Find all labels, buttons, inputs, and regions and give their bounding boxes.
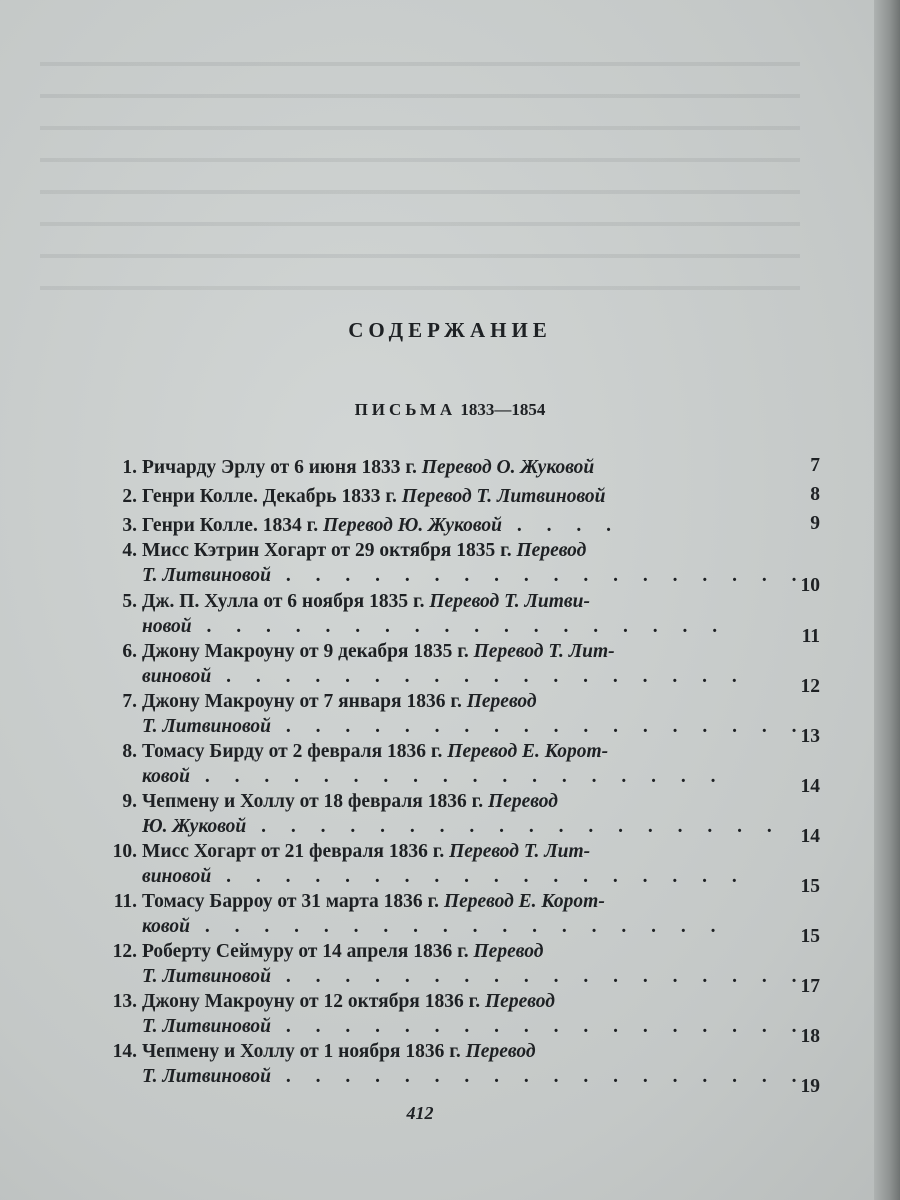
toc-entry-continuation: [0, 1014, 807, 1040]
entry-title: [142, 989, 555, 1015]
entry-addressee: Мисс Хогарт от 21 февраля 1836 г.: [142, 841, 450, 862]
toc-entry-continuation: [0, 614, 728, 640]
entry-translator-cont: Т. Литвиновой . . . . . . . . . . . . . . . . . .: [142, 565, 807, 586]
entry-number: 14.: [112, 1041, 137, 1062]
entry-number: 13.: [112, 991, 137, 1012]
entry-addressee: Дж. П. Хулла от 6 ноября 1835 г.: [142, 591, 430, 612]
entry-translator-cont: Т. Литвиновой . . . . . . . . . . . . . . . . . .: [142, 966, 807, 987]
entry-addressee: Джону Макроуну от 12 октября 1836 г.: [142, 991, 486, 1012]
toc-entry: [0, 639, 900, 665]
entry-translator-cont: ковой . . . . . . . . . . . . . . . . . .: [142, 766, 726, 787]
leader-dots: . . . . . . . . . . . . . . . . . .: [271, 716, 807, 737]
toc-entry: [0, 839, 900, 865]
leader-dots: . . . . . . . . . . . . . . . . . .: [271, 1016, 807, 1037]
entry-translator: Перевод: [465, 1041, 536, 1062]
toc-entry-continuation: [0, 1064, 807, 1090]
section-word: ПИСЬМА: [354, 400, 457, 419]
entry-translator: Перевод: [485, 991, 555, 1012]
entry-translator: Перевод: [473, 941, 544, 962]
entry-page-number: 19: [800, 1076, 820, 1097]
section-years: 1833—1854: [460, 400, 546, 419]
toc-entry-continuation: [0, 814, 782, 840]
toc-entry: [0, 939, 900, 965]
entry-addressee: Ричарду Эрлу от 6 июня 1833 г.: [142, 457, 422, 478]
entry-addressee: Генри Колле. 1834 г.: [142, 515, 323, 536]
entry-translator: Перевод О. Жуковой: [421, 457, 595, 478]
leader-dots: . . . . . . . . . . . . . . . . . .: [191, 616, 728, 637]
page-title: СОДЕРЖАНИЕ: [348, 318, 552, 342]
toc-entry: [0, 789, 900, 815]
entry-translator-cont: Т. Литвиновой . . . . . . . . . . . . . . . . . .: [142, 1016, 807, 1037]
entry-page-number: 14: [800, 826, 820, 847]
entry-page-number: 12: [800, 676, 820, 697]
entry-translator-cont: виновой . . . . . . . . . . . . . . . . . .: [142, 866, 747, 887]
entry-translator: Перевод Е. Корот-: [443, 891, 605, 912]
entry-translator-cont: виновой . . . . . . . . . . . . . . . . . .: [142, 666, 747, 687]
entry-number: 3.: [122, 515, 137, 536]
leader-dots: . . . . . . . . . . . . . . . . . .: [211, 866, 747, 887]
entry-title: [142, 538, 586, 564]
leader-dots: . . . . . . . . . . . . . . . . . .: [246, 816, 782, 837]
entry-page-number: 11: [801, 626, 820, 647]
entry-addressee: Генри Колле. Декабрь 1833 г.: [142, 486, 402, 507]
entry-page-number: 15: [800, 926, 820, 947]
toc-entry: [0, 889, 900, 915]
toc-entry: [0, 589, 900, 615]
leader-dots: . . . . . . . . . . . . . . . . . .: [189, 916, 726, 937]
toc-entry-continuation: [0, 563, 807, 589]
entry-page-number: 18: [800, 1026, 820, 1047]
entry-translator: Перевод Т. Лит-: [449, 841, 591, 862]
entry-page-number: 14: [800, 776, 820, 797]
entry-translator-cont: новой . . . . . . . . . . . . . . . . . .: [142, 616, 728, 637]
toc-entry-continuation: [0, 664, 747, 690]
entry-title: [142, 689, 537, 715]
toc-entry-continuation: [0, 764, 726, 790]
entry-addressee: Джону Макроуну от 7 января 1836 г.: [142, 691, 467, 712]
entry-addressee: Джону Макроуну от 9 декабря 1835 г.: [142, 641, 474, 662]
entry-translator-cont: Т. Литвиновой . . . . . . . . . . . . . . . . . .: [142, 1066, 807, 1087]
toc-entry: [0, 739, 900, 765]
entry-title: [142, 455, 594, 481]
entry-number: 1.: [122, 457, 137, 478]
entry-addressee: Чепмену и Холлу от 18 февраля 1836 г.: [142, 791, 489, 812]
entry-translator-cont: Ю. Жуковой . . . . . . . . . . . . . . . . . .: [142, 816, 782, 837]
entry-page-number: 9: [810, 513, 820, 534]
folio-number: 412: [406, 1103, 434, 1123]
toc-entry-continuation: [0, 864, 747, 890]
entry-title: [142, 589, 590, 615]
leader-dots: . . . . . . . . . . . . . . . . . .: [189, 766, 726, 787]
toc-entry: [0, 1039, 900, 1065]
toc-entry: [0, 538, 900, 564]
entry-number: 10.: [112, 841, 137, 862]
entry-page-number: 10: [800, 575, 820, 596]
entry-addressee: Роберту Сеймуру от 14 апреля 1836 г.: [142, 941, 474, 962]
entry-title: [142, 789, 558, 815]
entry-page-number: 7: [810, 455, 820, 476]
entry-translator: Перевод Т. Лит-: [473, 641, 615, 662]
entry-title: [142, 1039, 536, 1065]
entry-number: 11.: [113, 891, 137, 912]
entry-page-number: 17: [800, 976, 820, 997]
entry-translator: Перевод Т. Литви-: [429, 591, 590, 612]
entry-translator: Перевод: [488, 791, 558, 812]
entry-number: 4.: [122, 540, 137, 561]
entry-number: 9.: [122, 791, 137, 812]
entry-number: 7.: [122, 691, 137, 712]
entry-addressee: Томасу Барроу от 31 марта 1836 г.: [142, 891, 444, 912]
toc-entry-continuation: [0, 964, 807, 990]
entry-translator: Перевод: [516, 540, 587, 561]
entry-title: [142, 839, 590, 865]
entry-page-number: 8: [810, 484, 820, 505]
entry-title: [142, 939, 543, 965]
entry-number: 12.: [112, 941, 137, 962]
entry-translator-cont: Т. Литвиновой . . . . . . . . . . . . . . . . . .: [142, 716, 807, 737]
entry-number: 2.: [122, 486, 137, 507]
leader-dots: . . . . . . . . . . . . . . . . . .: [271, 966, 807, 987]
entry-number: 6.: [122, 641, 137, 662]
entry-translator: Перевод Ю. Жуковой: [323, 515, 502, 536]
entry-page-number: 13: [800, 726, 820, 747]
entry-title: [142, 739, 608, 765]
entry-page-number: 15: [800, 876, 820, 897]
entry-addressee: Чепмену и Холлу от 1 ноября 1836 г.: [142, 1041, 466, 1062]
toc-entry-continuation: [0, 714, 807, 740]
entry-translator: Перевод: [466, 691, 537, 712]
entry-translator: Перевод Е. Корот-: [447, 741, 609, 762]
entry-title: [142, 513, 621, 539]
entry-number: 5.: [122, 591, 137, 612]
toc-entry-continuation: [0, 914, 726, 940]
entry-title: [142, 484, 606, 510]
entry-title: [142, 639, 615, 665]
entry-addressee: Томасу Бирду от 2 февраля 1836 г.: [142, 741, 448, 762]
entry-title: [142, 889, 605, 915]
leader-dots: . . . . . . . . . . . . . . . . . .: [211, 666, 747, 687]
entry-addressee: Мисс Кэтрин Хогарт от 29 октября 1835 г.: [142, 540, 517, 561]
entry-translator: Перевод Т. Литвиновой: [401, 486, 606, 507]
leader-dots: . . . . . . . . . . . . . . . . . .: [271, 565, 807, 586]
entry-number: 8.: [122, 741, 137, 762]
leader-dots: . . . .: [502, 515, 621, 536]
entry-translator-cont: ковой . . . . . . . . . . . . . . . . . .: [142, 916, 726, 937]
leader-dots: . . . . . . . . . . . . . . . . . .: [271, 1066, 807, 1087]
toc-entry: [0, 989, 900, 1015]
toc-entry: [0, 689, 900, 715]
